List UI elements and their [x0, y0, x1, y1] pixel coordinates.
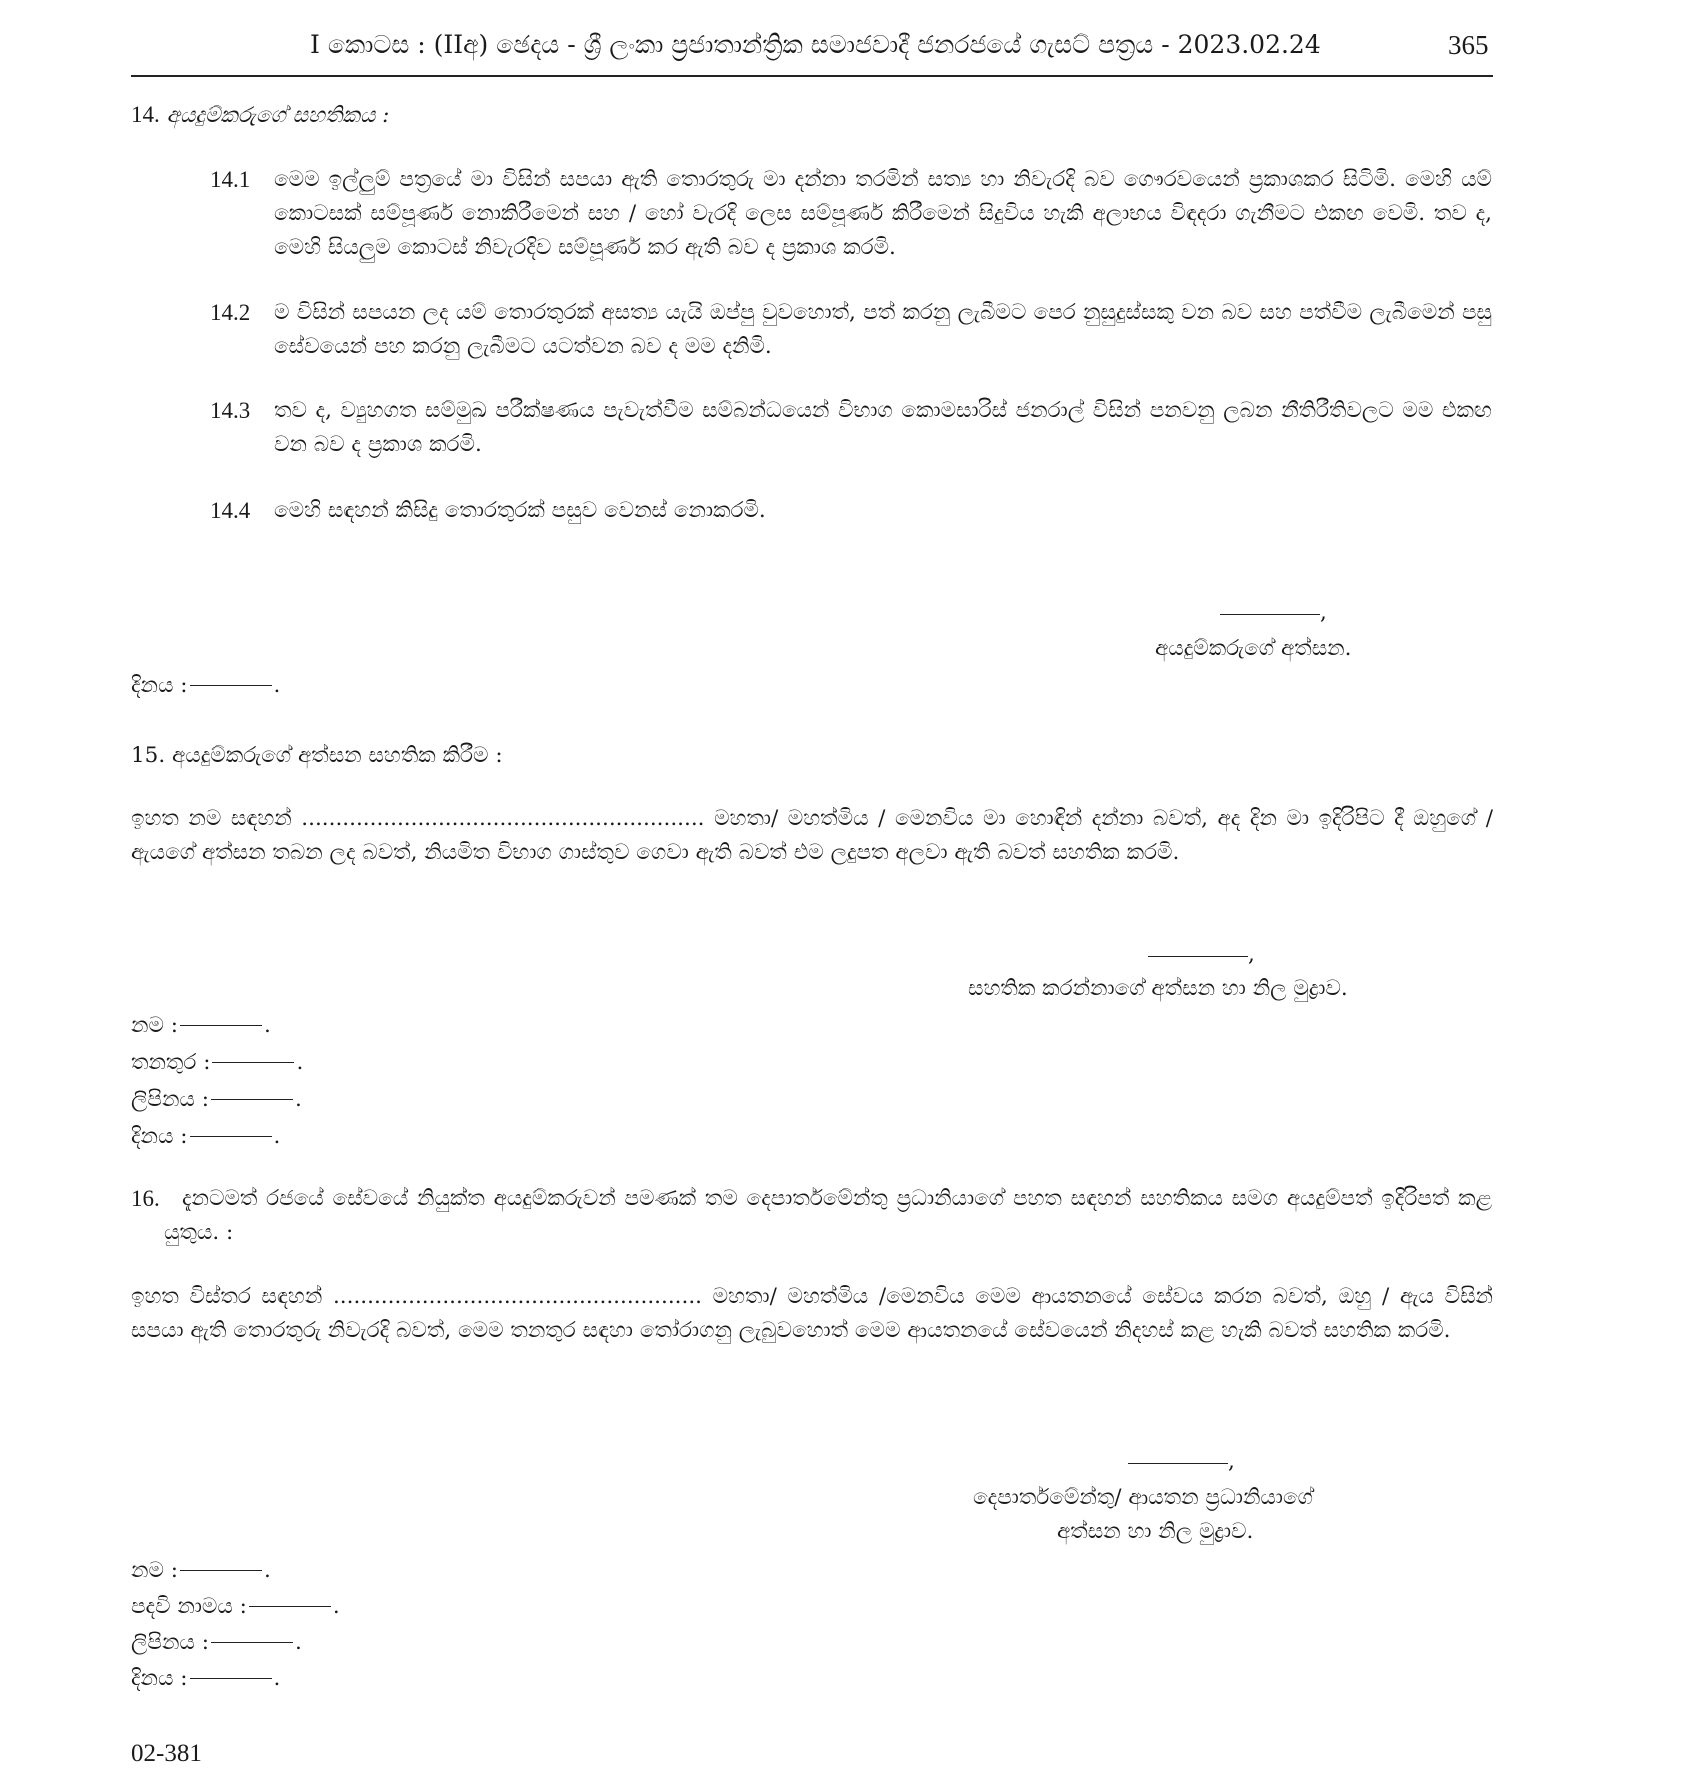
item-14-1-text: මෙම ඉල්ලුම් පත්‍රයේ මා විසින් සපයා ඇති තොරතුරු මා දන්නා තරමින් සත්‍ය හා නිවැරදි බව ගෞරවයෙන් ප්‍රකාශකර සිටිමි. මෙහි යම් කොටසක් සම්පූර්ණ නොකිරීමෙන් සහ / හෝ වැරදි ලෙස සම්පූර්ණ කිරීමෙන් සිදුවිය හැකි අලාභය විඳදරා ගැනීමට එකඟ වෙමි. තව ද, මෙහි සියලුම කොටස් නිවැරදිව සම්පූර්ණ කර ඇති බව ද ප්‍රකාශ කරමි. [274, 167, 1492, 260]
signature-comma: , [1248, 942, 1255, 967]
header-rule [131, 75, 1493, 77]
blank-line [190, 1136, 272, 1137]
blank-line [211, 1099, 293, 1100]
certifier-name-field: නම : . [131, 1013, 271, 1038]
field-label: පදවි නාමය : [131, 1594, 247, 1619]
certifier-signature-caption: සහතික කරන්නාගේ අත්සන හා නිල මුද්‍රාව. [968, 976, 1348, 1001]
section-14-number: 14. [131, 102, 160, 127]
applicant-signature-caption: අයදුම්කරුගේ අත්සන. [1155, 636, 1352, 661]
section-14-title: අයදුම්කරුගේ සහතිකය : [166, 103, 390, 128]
item-14-3-text: තව ද, ව්‍යුහගත සම්මුඛ පරීක්ෂණය පැවැත්වීම සම්බන්ධයෙන් විභාග කොමසාරිස් ජනරාල් විසින් පනවනු ලබන නීතිරීතිවලට මම එකඟ වන බව ද ප්‍රකාශ කරමි. [274, 398, 1492, 457]
head-address-field: ලිපිනය : . [131, 1630, 302, 1655]
blank-line [180, 1025, 262, 1026]
date-label: දිනය : [131, 673, 188, 698]
blank-line [211, 1642, 293, 1643]
head-signature-caption-2: අත්සන හා නිල මුද්‍රාව. [1057, 1519, 1254, 1544]
certifier-date-field: දිනය : . [131, 1124, 281, 1149]
field-label: නම : [131, 1013, 178, 1038]
signature-comma: , [1228, 1449, 1235, 1474]
section-14-heading [131, 98, 389, 133]
section-15-text: ඉහත නම සඳහන් ........................................................... මහතා/ මහත්මිය / මෙනවිය මා හොඳින් දන්නා බවත්, අද දින මා ඉදිරිපිට දී ඔහුගේ / ඇයගේ අත්සන තබන ලද බවත්, නියමිත විභාග ගාස්තුව ගෙවා ඇති බවත් එම ලදුපත අලවා ඇති බවත් සහතික කරමි. [131, 806, 1493, 865]
certifier-address-field: ලිපිනය : . [131, 1087, 302, 1112]
item-14-4-number: 14.4 [210, 498, 251, 523]
head-designation-field: පදවි නාමය : . [131, 1594, 340, 1619]
signature-comma: , [1320, 600, 1327, 625]
head-signature-caption-1: දෙපාර්තමේන්තු/ ආයතන ප්‍රධානියාගේ [973, 1485, 1313, 1510]
section-16-heading: දැනටමත් රජයේ සේවයේ නියුක්ත අයදුම්කරුවන් පමණක් තම දෙපාර්තමේන්තු ප්‍රධානියාගේ පහත සඳහන් සහතිකය සමග අයදුම්පත් ඉදිරිපත් කළ යුතුය. : [164, 1186, 1492, 1245]
item-14-2-text: ම විසින් සපයන ලද යම් තොරතුරක් අසත්‍ය යැයි ඔප්පු වුවහොත්, පත් කරනු ලැබීමට පෙර නුසුදුස්සකු වන බව සහ පත්වීම ලැබීමෙන් පසු සේවයෙන් පහ කරනු ලැබීමට යටත්වන බව ද මම දනිමි. [274, 300, 1492, 359]
section-16-text: ඉහත විස්තර සඳහන් ...................................................... මහතා/ මහත්මිය /මෙනවිය මෙම ආයතනයේ සේවය කරන බවත්, ඔහු / ඇය විසින් සපයා ඇති තොරතුරු නිවැරදි බවත්, මෙම තනතුර සඳහා තෝරාගනු ලැබුවහොත් මෙම ආයතනයේ සේවයෙන් නිදහස් කළ හැකි බවත් සහතික කරමි. [131, 1284, 1493, 1343]
field-label: දිනය : [131, 1666, 188, 1691]
field-label: තනතුර : [131, 1050, 211, 1075]
item-14-1-number: 14.1 [210, 167, 251, 192]
head-date-field: දිනය : . [131, 1666, 281, 1691]
gazette-header-title: I කොටස : (IIඅ) ඡෙදය - ශ්‍රී ලංකා ප්‍රජාතාන්ත්‍රික සමාජවාදී ජනරජයේ ගැසට් පත්‍රය - 2023.02.24 [310, 30, 1321, 59]
blank-line [190, 1678, 272, 1679]
page-number: 365 [1448, 30, 1489, 60]
field-label: දිනය : [131, 1124, 188, 1149]
field-label: ලිපිනය : [131, 1630, 209, 1655]
blank-line [212, 1062, 294, 1063]
item-14-3-number: 14.3 [210, 398, 251, 423]
head-signature-line [1128, 1463, 1228, 1464]
section-15-heading: 15. අයදුම්කරුගේ අත්සන සහතික කිරීම : [131, 743, 503, 768]
field-label: ලිපිනය : [131, 1087, 209, 1112]
certifier-position-field: තනතුර : . [131, 1050, 304, 1075]
blank-line [190, 685, 272, 686]
blank-line [180, 1570, 262, 1571]
head-name-field: නම : . [131, 1558, 271, 1583]
certifier-signature-line [1148, 956, 1248, 957]
field-label: නම : [131, 1558, 178, 1583]
applicant-signature-line [1220, 614, 1320, 615]
blank-line [249, 1606, 331, 1607]
footer-code: 02-381 [131, 1740, 202, 1767]
section-16-number: 16. [131, 1186, 160, 1211]
item-14-4-text: මෙහි සඳහන් කිසිදු තොරතුරක් පසුව වෙනස් නොකරමි. [274, 498, 766, 523]
item-14-2-number: 14.2 [210, 300, 251, 325]
applicant-date-field: දිනය : . [131, 673, 281, 698]
